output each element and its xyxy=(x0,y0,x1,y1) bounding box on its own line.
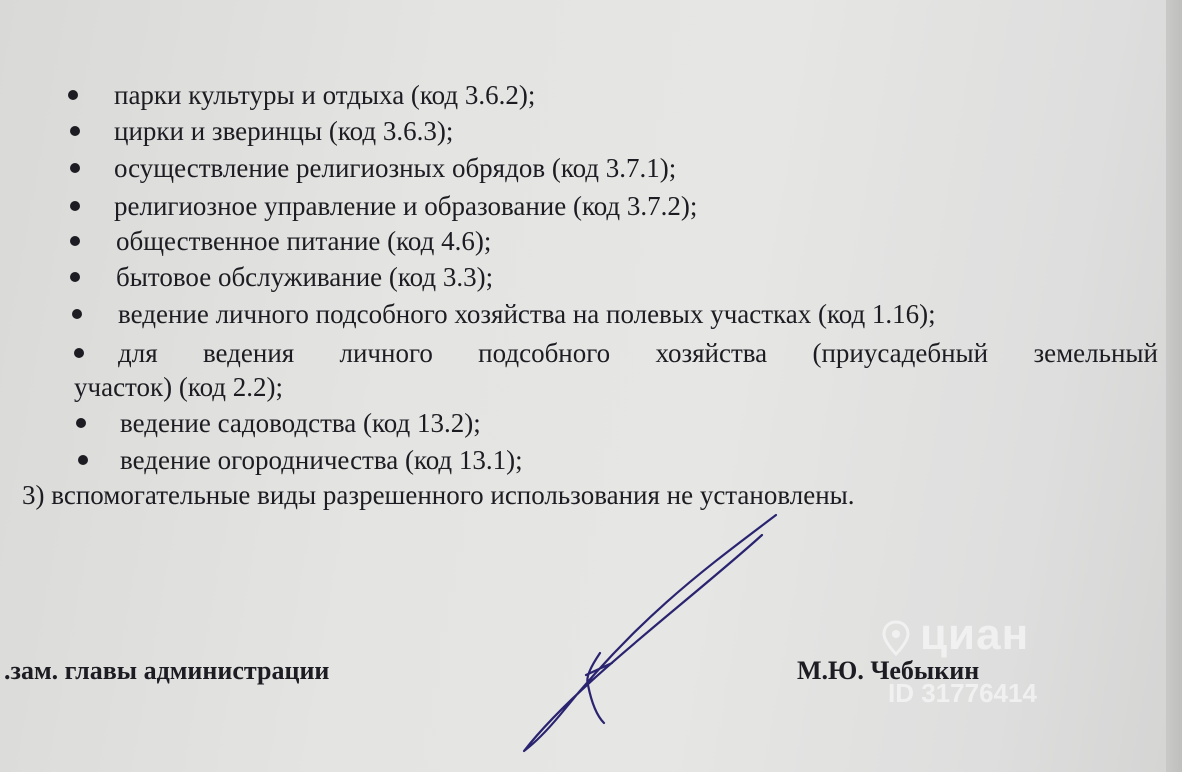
cian-watermark xyxy=(880,610,1100,710)
bullet-icon xyxy=(70,201,80,211)
list-item-text: парки культуры и отдыха (код 3.6.2); xyxy=(114,80,536,110)
list-item-text: ведение огородничества (код 13.1); xyxy=(120,445,523,475)
list-item-text: ведение личного подсобного хозяйства на полевых участках (код 1.16); xyxy=(118,299,936,329)
bullet-icon xyxy=(74,348,84,358)
location-pin-icon xyxy=(876,618,916,658)
bullet-icon xyxy=(68,90,78,100)
bullet-icon xyxy=(78,455,88,465)
list-item xyxy=(0,224,1182,260)
list-item-text: участок) (код 2.2); xyxy=(74,372,284,402)
list-item xyxy=(0,443,1182,479)
watermark-logo: циан xyxy=(920,610,1030,659)
list-item xyxy=(0,406,1182,442)
list-item xyxy=(0,297,1182,333)
bullet-icon xyxy=(70,126,80,136)
bullet-icon xyxy=(70,272,80,282)
list-item xyxy=(0,336,1182,372)
list-item-text: религиозное управление и образование (код 3.7.2); xyxy=(114,191,698,221)
bullet-icon xyxy=(76,418,86,428)
handwritten-signature xyxy=(500,505,800,765)
watermark-id: ID 31776414 xyxy=(888,678,1037,708)
list-item xyxy=(0,114,1182,150)
list-item-text: бытовое обслуживание (код 3.3); xyxy=(116,262,494,292)
list-item-text: общественное питание (код 4.6); xyxy=(116,226,492,256)
bullet-icon xyxy=(70,163,80,173)
list-item-text: для ведения личного подсобного хозяйства (приусадебный земельный xyxy=(118,338,1158,368)
list-item-text: ведение садоводства (код 13.2); xyxy=(120,408,481,438)
list-item xyxy=(0,189,1182,225)
list-item-text: осуществление религиозных обрядов (код 3.7.1); xyxy=(114,153,677,183)
bullet-icon xyxy=(70,236,80,246)
signer-name: М.Ю. Чебыкин xyxy=(797,656,980,685)
list-item-continuation xyxy=(0,370,1182,406)
bullet-icon xyxy=(72,309,82,319)
auxiliary-uses-note: 3) вспомогательные виды разрешенного использования не установлены. xyxy=(22,480,855,510)
list-item xyxy=(0,78,1182,114)
signer-title: .зам. главы администрации xyxy=(4,656,330,685)
list-item xyxy=(0,260,1182,296)
list-item-text: цирки и зверинцы (код 3.6.3); xyxy=(114,116,454,146)
list-item xyxy=(0,151,1182,187)
